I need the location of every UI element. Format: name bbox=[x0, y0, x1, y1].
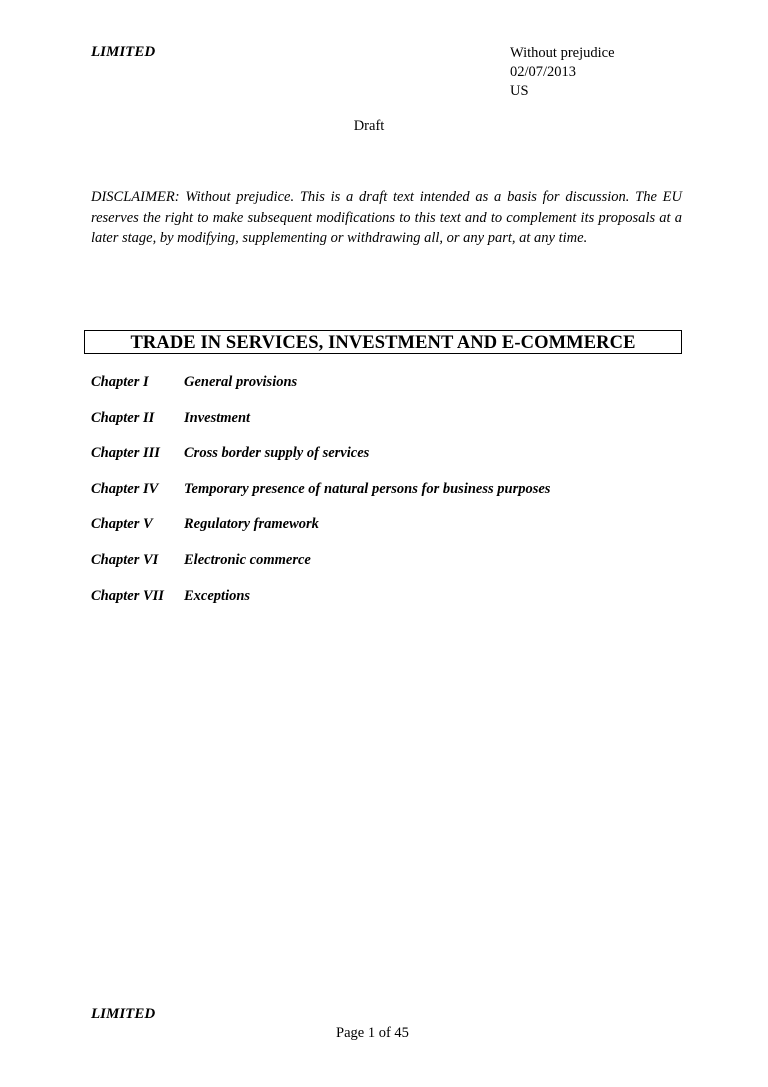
header-classification: LIMITED bbox=[91, 44, 156, 60]
page-number: Page 1 of 45 bbox=[336, 1025, 409, 1041]
header-meta bbox=[510, 44, 615, 101]
chapter-title: Exceptions bbox=[184, 588, 251, 604]
header-status: Without prejudice bbox=[510, 45, 615, 61]
chapter-number: Chapter IV bbox=[91, 481, 159, 497]
chapter-title: Investment bbox=[184, 410, 251, 426]
header-date: 02/07/2013 bbox=[510, 64, 577, 80]
header-party: US bbox=[510, 83, 529, 99]
document-title: TRADE IN SERVICES, INVESTMENT AND E-COMMERCE bbox=[130, 333, 636, 353]
disclaimer-text: DISCLAIMER: Without prejudice. This is a draft text intended as a basis for discussion. The EU reserves the right to make subsequent modifications to this text and to complement its proposals at a later stage, by modifying, supplementing or withdrawing all, or any part, at any time. bbox=[91, 189, 682, 246]
chapter-title: Regulatory framework bbox=[184, 516, 319, 532]
chapter-title: Temporary presence of natural persons for business purposes bbox=[184, 481, 551, 497]
chapter-number: Chapter II bbox=[91, 410, 155, 426]
chapter-title: General provisions bbox=[184, 374, 298, 390]
chapter-number: Chapter V bbox=[91, 516, 153, 532]
chapter-number: Chapter VII bbox=[91, 588, 164, 604]
chapter-number: Chapter VI bbox=[91, 552, 159, 568]
chapter-title: Electronic commerce bbox=[184, 552, 311, 568]
chapter-number: Chapter I bbox=[91, 374, 149, 390]
title-box bbox=[84, 330, 682, 354]
footer-classification: LIMITED bbox=[91, 1006, 156, 1022]
chapter-number: Chapter III bbox=[91, 445, 160, 461]
chapter-title: Cross border supply of services bbox=[184, 445, 370, 461]
draft-label: Draft bbox=[353, 118, 385, 134]
